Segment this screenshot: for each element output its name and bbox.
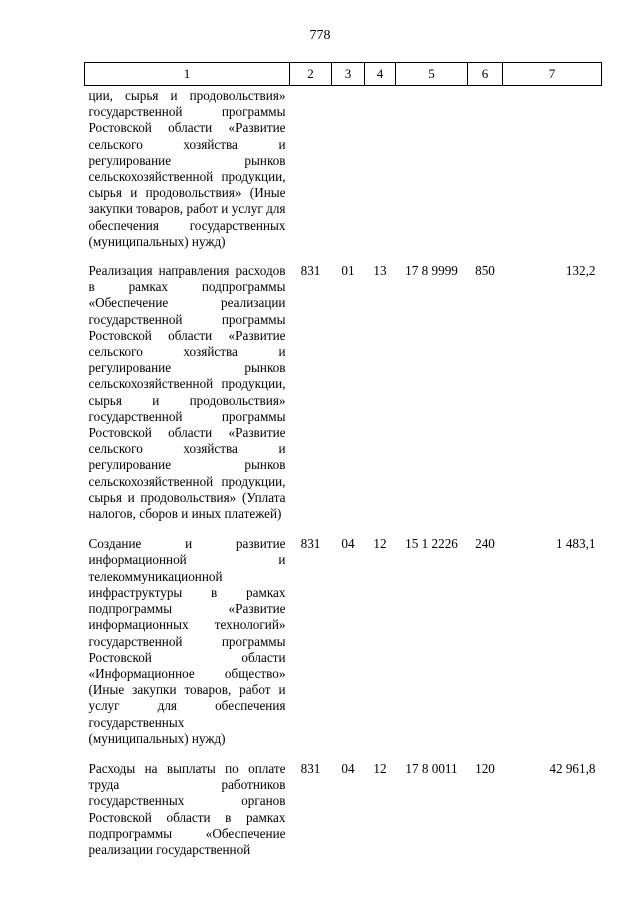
row-amount: 132,2 (565, 263, 596, 279)
row-target-article: 15 1 2226 (405, 536, 458, 552)
row-ministry-code: 831 (300, 263, 321, 279)
row-ministry-code (290, 86, 332, 264)
table-header (85, 63, 602, 86)
row-amount: 42 961,8 (549, 760, 596, 776)
row-target-article: 17 8 9999 (405, 263, 458, 279)
row-expense-type (468, 86, 503, 264)
row-description: Создание и развитие информационной и телекоммуникационной инфраструктуры в рамках подпрограммы «Развитие информационных технологий» государственной программы Ростовской области «Информационное общество» (Иные закупки товаров, работ и услуг для обеспечения государственных (муниципальных) нужд) (88, 536, 286, 746)
row-ministry-code: 831 (300, 536, 321, 552)
row-amount (503, 86, 602, 264)
row-subsection-code: 12 (373, 760, 387, 776)
row-description: Реализация направления расходов в рамках подпрограммы «Обеспечение реализации государственной программы Ростовской области «Развитие сельского хозяйства и регулирование рынков сельскохозяйственной продукции, сырья и продовольствия» государственной программы Ростовской области «Развитие сельского хозяйства и регулирование рынков сельскохозяйственной продукции, сырья и продовольствия» (Уплата налогов, сборов и иных платежей) (88, 263, 286, 522)
row-subsection-code: 13 (373, 263, 387, 279)
header-row (85, 63, 602, 86)
row-target-article (396, 86, 468, 264)
table-row (85, 536, 602, 761)
table-row (85, 761, 602, 872)
budget-table (84, 62, 602, 872)
row-section-code: 01 (341, 263, 355, 279)
row-description: ции, сырья и продовольствия» государственной программы Ростовской области «Развитие сельского хозяйства и регулирование рынков сельскохозяйственной продукции, сырья и продовольствия» (Иные закупки товаров, работ и услуг для обеспечения государственных (муниципальных) нужд) (88, 88, 286, 249)
header-col-3: 3 (332, 63, 365, 86)
row-expense-type: 120 (475, 760, 495, 776)
row-section-code (332, 86, 365, 264)
table-row (85, 86, 602, 264)
row-subsection-code (365, 86, 396, 264)
page-number: 778 (309, 28, 331, 43)
header-col-1: 1 (85, 63, 290, 86)
header-col-2: 2 (290, 63, 332, 86)
row-description: Расходы на выплаты по оплате труда работников государственных органов Ростовской области в рамках подпрограммы «Обеспечение реализации государственной (88, 760, 286, 857)
row-section-code: 04 (341, 760, 355, 776)
row-target-article: 17 8 0011 (405, 760, 458, 776)
row-subsection-code: 12 (373, 536, 387, 552)
row-section-code: 04 (341, 536, 355, 552)
header-col-6: 6 (468, 63, 503, 86)
table-row (85, 263, 602, 536)
row-expense-type: 850 (475, 263, 495, 279)
header-col-5: 5 (396, 63, 468, 86)
row-amount: 1 483,1 (555, 536, 596, 552)
table-body (85, 86, 602, 873)
row-expense-type: 240 (475, 536, 495, 552)
header-col-7: 7 (503, 63, 602, 86)
header-col-4: 4 (365, 63, 396, 86)
row-ministry-code: 831 (300, 760, 321, 776)
